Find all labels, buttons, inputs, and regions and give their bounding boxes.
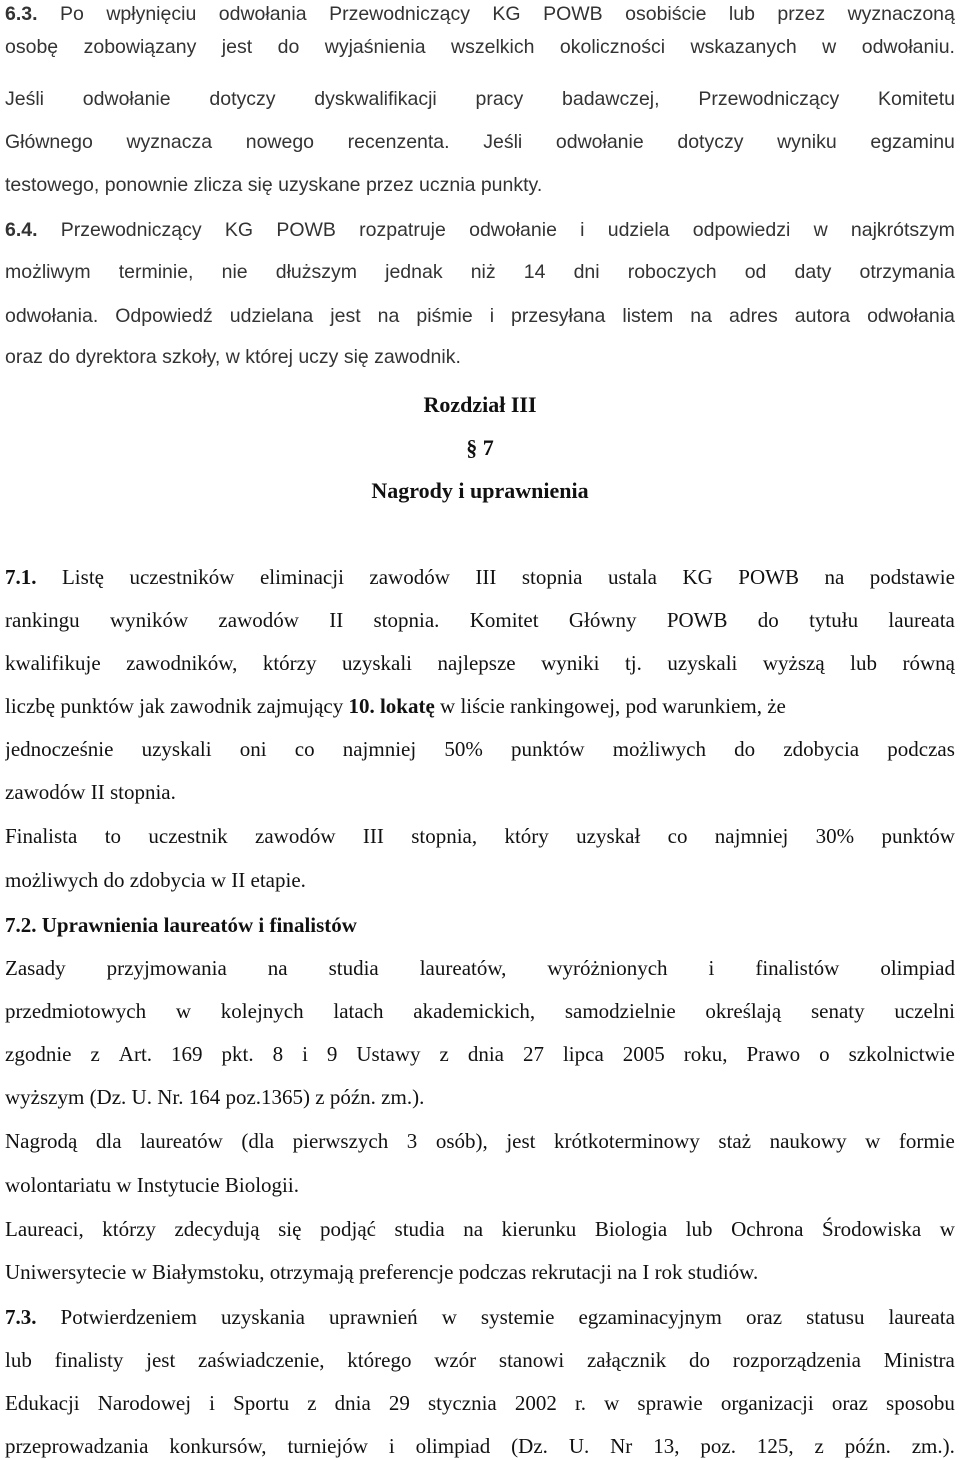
word: wyniki bbox=[541, 651, 600, 675]
word: 50% bbox=[444, 737, 483, 761]
word: KG bbox=[492, 3, 521, 25]
word: zawodów bbox=[255, 824, 336, 848]
word: określają bbox=[705, 999, 782, 1023]
word: Ochrona bbox=[731, 1217, 804, 1241]
word: (dla bbox=[241, 1129, 275, 1153]
word: punktów bbox=[511, 737, 585, 761]
word: sposobu bbox=[886, 1391, 955, 1415]
word: 27 bbox=[522, 1042, 544, 1066]
word: Przewodniczący bbox=[329, 3, 470, 25]
word: lub bbox=[728, 3, 755, 25]
word: jest bbox=[506, 1129, 536, 1153]
word: odwołania bbox=[867, 305, 955, 327]
word: organizacji bbox=[720, 1391, 814, 1415]
word: Narodowej bbox=[97, 1391, 192, 1415]
word: jednak bbox=[385, 261, 443, 283]
word: Ministra bbox=[883, 1348, 955, 1372]
word: POWB bbox=[738, 565, 799, 589]
word: Środowiska bbox=[821, 1217, 922, 1241]
word: piśmie bbox=[416, 305, 473, 327]
word: udziela bbox=[607, 219, 670, 241]
word: stycznia bbox=[427, 1391, 497, 1415]
paragraph-6-3-line-2 bbox=[5, 33, 955, 61]
word: Główny bbox=[568, 608, 637, 632]
word: laureatów bbox=[140, 1129, 223, 1153]
word: na bbox=[690, 305, 712, 327]
section-number-7-1: 7.1. bbox=[5, 565, 37, 589]
word: osób), bbox=[435, 1129, 488, 1153]
word: wszelkich bbox=[451, 36, 535, 58]
word: przedmiotowych bbox=[5, 999, 147, 1023]
word: w bbox=[822, 36, 837, 58]
word: i bbox=[580, 219, 585, 241]
word: tj. bbox=[624, 651, 642, 675]
word: w bbox=[939, 1217, 955, 1241]
word: rozpatruje bbox=[359, 219, 446, 241]
word: 8 bbox=[272, 1042, 284, 1066]
word: najmniej bbox=[714, 824, 789, 848]
word: ustala bbox=[608, 565, 657, 589]
word: przez bbox=[777, 3, 826, 25]
word: jest bbox=[330, 305, 361, 327]
word: recenzenta. bbox=[347, 131, 450, 153]
word: stanowi bbox=[498, 1348, 565, 1372]
paragraph-6-4-line-2 bbox=[5, 258, 955, 286]
word: wzór bbox=[434, 1348, 477, 1372]
word: POWB bbox=[543, 3, 603, 25]
word: olimpiad bbox=[415, 1434, 491, 1458]
word: roboczych bbox=[627, 261, 717, 283]
word: Głównego bbox=[5, 131, 93, 153]
paragraph-7-2-line-1 bbox=[5, 954, 955, 982]
chapter-heading: Rozdział III bbox=[423, 392, 537, 417]
word: tytułu bbox=[809, 608, 859, 632]
paragraph-6-4-line-4: oraz do dyrektora szkoły, w której uczy się zawodnik. bbox=[5, 346, 461, 368]
word: formie bbox=[898, 1129, 955, 1153]
word: zawodów bbox=[369, 565, 450, 589]
word: stopnia, bbox=[411, 824, 478, 848]
section-number-7-2: 7.2. bbox=[5, 913, 37, 937]
word: odwołanie bbox=[469, 219, 557, 241]
word: uzyskał bbox=[576, 824, 641, 848]
word: Komitetu bbox=[878, 88, 955, 110]
section-number-7-3: 7.3. bbox=[5, 1305, 37, 1329]
word: eliminacji bbox=[259, 565, 344, 589]
word: 9 bbox=[326, 1042, 338, 1066]
word: się bbox=[278, 1217, 302, 1241]
word: stopnia bbox=[521, 565, 583, 589]
word: zdobycia bbox=[783, 737, 860, 761]
word: Listę bbox=[61, 565, 104, 589]
word: uzyskali bbox=[342, 651, 412, 675]
word: nie bbox=[221, 261, 248, 283]
word: 3 bbox=[406, 1129, 418, 1153]
word: przesyłana bbox=[511, 305, 606, 327]
paragraph-6-4-line-3 bbox=[5, 302, 955, 330]
word: Biologia bbox=[594, 1217, 668, 1241]
word: olimpiad bbox=[880, 956, 955, 980]
word: Sportu bbox=[233, 1391, 290, 1415]
word: i bbox=[388, 1434, 395, 1458]
word: i bbox=[209, 1391, 215, 1415]
word: poz. bbox=[700, 1434, 736, 1458]
word: wyróżnionych bbox=[547, 956, 668, 980]
word: uzyskania bbox=[221, 1305, 306, 1329]
word: wyjaśnienia bbox=[324, 36, 426, 58]
word: w bbox=[813, 219, 828, 241]
word: Laureaci, bbox=[5, 1217, 84, 1241]
word: 14 bbox=[523, 261, 546, 283]
word: statusu bbox=[806, 1305, 865, 1329]
word: wyników bbox=[109, 608, 189, 632]
word: Przewodniczący bbox=[698, 88, 840, 110]
word: oni bbox=[239, 737, 267, 761]
word: najkrótszym bbox=[850, 219, 955, 241]
section-number-6-4: 6.4. bbox=[5, 219, 38, 241]
paragraph-6-3-line-1 bbox=[5, 0, 955, 28]
paragraph-6-4-line-1 bbox=[5, 216, 955, 244]
word: osobę bbox=[5, 36, 59, 58]
word: w bbox=[604, 1391, 620, 1415]
word: załącznik bbox=[586, 1348, 667, 1372]
paragraph-7-2-line-4: wyższym (Dz. U. Nr. 164 poz.1365) z późn. zm.). bbox=[5, 1085, 425, 1109]
word: oraz bbox=[831, 1391, 868, 1415]
word: Finalista bbox=[5, 824, 78, 848]
paragraph-7-3-line-1 bbox=[5, 1303, 955, 1331]
word: terminie, bbox=[118, 261, 194, 283]
word: do bbox=[277, 36, 300, 58]
word: odwołania bbox=[218, 3, 307, 25]
word: osobiście bbox=[625, 3, 707, 25]
paragraph-7-1-line-7 bbox=[5, 822, 955, 850]
word: w bbox=[441, 1305, 457, 1329]
word: roku, bbox=[683, 1042, 728, 1066]
word: szkolnictwie bbox=[848, 1042, 955, 1066]
paragraph-7-1-line-3 bbox=[5, 649, 955, 677]
paragraph-7-3-line-3 bbox=[5, 1389, 955, 1417]
word: turniejów bbox=[287, 1434, 368, 1458]
word: POWB bbox=[276, 219, 336, 241]
word: zgodnie bbox=[5, 1042, 72, 1066]
word: rozporządzenia bbox=[732, 1348, 861, 1372]
word: dnia bbox=[467, 1042, 504, 1066]
word: Odpowiedź bbox=[115, 305, 213, 327]
word: II bbox=[329, 608, 344, 632]
word: kierunku bbox=[501, 1217, 577, 1241]
word: krótkoterminowy bbox=[554, 1129, 700, 1153]
word: co bbox=[294, 737, 315, 761]
word: dni bbox=[573, 261, 600, 283]
word: późn. bbox=[844, 1434, 891, 1458]
word: senaty bbox=[810, 999, 865, 1023]
word: do bbox=[757, 608, 779, 632]
word: systemie bbox=[480, 1305, 555, 1329]
word: 2002 bbox=[514, 1391, 557, 1415]
word: lub bbox=[850, 651, 878, 675]
word: sprawie bbox=[637, 1391, 703, 1415]
word: zobowiązany bbox=[83, 36, 197, 58]
word: POWB bbox=[666, 608, 728, 632]
word: Prawo bbox=[746, 1042, 801, 1066]
paragraph-7-1-line-8: możliwych do zdobycia w II etapie. bbox=[5, 868, 306, 892]
word: odwołanie bbox=[555, 131, 644, 153]
paragraph-7-2-line-3 bbox=[5, 1040, 955, 1068]
word: stopnia. bbox=[373, 608, 440, 632]
word: na bbox=[463, 1217, 484, 1241]
word: jest bbox=[146, 1348, 176, 1372]
section-heading: § 7 bbox=[466, 435, 494, 460]
word: KG bbox=[224, 219, 254, 241]
word: 2005 bbox=[622, 1042, 665, 1066]
word: zawodów bbox=[218, 608, 299, 632]
paragraph-7-2-line-5 bbox=[5, 1127, 955, 1155]
word: Przewodniczący bbox=[60, 219, 202, 241]
word: r. bbox=[574, 1391, 587, 1415]
word: uprawnień bbox=[329, 1305, 418, 1329]
word: uczelni bbox=[894, 999, 955, 1023]
word: Potwierdzeniem bbox=[60, 1305, 197, 1329]
word: Komitet bbox=[469, 608, 539, 632]
word: odwołaniu. bbox=[861, 36, 955, 58]
word: który bbox=[504, 824, 549, 848]
word: którzy bbox=[102, 1217, 156, 1241]
word: uczestników bbox=[129, 565, 235, 589]
paragraph-7-1-line-4: liczbę punktów jak zawodnik zajmujący 10. lokatę w liście rankingowej, pod warunkiem, że bbox=[5, 694, 786, 718]
word: wyższą bbox=[762, 651, 825, 675]
word: laureata bbox=[888, 1305, 955, 1329]
section-7-2-title: Uprawnienia laureatów i finalistów bbox=[41, 913, 357, 937]
word: autora bbox=[794, 305, 851, 327]
word: dyskwalifikacji bbox=[314, 88, 437, 110]
word: Nagrodą bbox=[5, 1129, 78, 1153]
paragraph-7-1-line-1 bbox=[5, 563, 955, 591]
word: kolejnych bbox=[220, 999, 304, 1023]
word: Nr bbox=[610, 1434, 633, 1458]
word: wyznaczoną bbox=[847, 3, 955, 25]
word: Po bbox=[60, 3, 84, 25]
word: egzaminacyjnym bbox=[578, 1305, 722, 1329]
paragraph-6-3-line-4 bbox=[5, 128, 955, 156]
word: możliwym bbox=[5, 261, 91, 283]
word: jest bbox=[221, 36, 253, 58]
word: dotyczy bbox=[209, 88, 276, 110]
word: o bbox=[819, 1042, 830, 1066]
paragraph-7-3-line-2 bbox=[5, 1346, 955, 1374]
word: od bbox=[744, 261, 767, 283]
paragraph-7-2-line-2 bbox=[5, 997, 955, 1025]
word: w bbox=[865, 1129, 881, 1153]
word: dnia bbox=[334, 1391, 371, 1415]
word: latach bbox=[333, 999, 384, 1023]
word: kwalifikuje bbox=[5, 651, 101, 675]
section-title: Nagrody i uprawnienia bbox=[371, 478, 589, 503]
word: akademickich, bbox=[413, 999, 536, 1023]
word: Jeśli bbox=[483, 131, 523, 153]
word: w bbox=[175, 999, 192, 1023]
word: na bbox=[267, 956, 288, 980]
word: co bbox=[667, 824, 688, 848]
word: uzyskali bbox=[667, 651, 738, 675]
word: daty bbox=[794, 261, 832, 283]
word: Zasady bbox=[5, 956, 66, 980]
word: egzaminu bbox=[870, 131, 955, 153]
word: 169 bbox=[171, 1042, 203, 1066]
word: dla bbox=[95, 1129, 122, 1153]
paragraph-7-2-line-8: Uniwersytecie w Białymstoku, otrzymają preferencje podczas rekrutacji na I rok studiów. bbox=[5, 1260, 759, 1284]
word: możliwych bbox=[612, 737, 706, 761]
word: do bbox=[688, 1348, 710, 1372]
word: dotyczy bbox=[677, 131, 744, 153]
word: 125, bbox=[756, 1434, 794, 1458]
bold-rank-phrase: 10. lokatę bbox=[348, 694, 435, 718]
word: Jeśli bbox=[5, 88, 45, 110]
paragraph-7-1-line-5 bbox=[5, 735, 955, 763]
word: z bbox=[307, 1391, 317, 1415]
word: którego bbox=[347, 1348, 412, 1372]
word: wyniku bbox=[777, 131, 837, 153]
word: rankingu bbox=[5, 608, 80, 632]
word: zdecydują bbox=[174, 1217, 260, 1241]
word: Ustawy bbox=[356, 1042, 421, 1066]
word: z bbox=[90, 1042, 100, 1066]
word: dłuższym bbox=[275, 261, 358, 283]
word: staż bbox=[718, 1129, 752, 1153]
word: udzielana bbox=[229, 305, 314, 327]
word: badawczej, bbox=[562, 88, 660, 110]
word: to bbox=[104, 824, 122, 848]
word: III bbox=[362, 824, 384, 848]
word: lipca bbox=[562, 1042, 604, 1066]
word: uzyskali bbox=[141, 737, 212, 761]
word: uczestnik bbox=[148, 824, 228, 848]
word: listem bbox=[622, 305, 674, 327]
word: pierwszych bbox=[292, 1129, 389, 1153]
word: do bbox=[734, 737, 756, 761]
word: niż bbox=[470, 261, 496, 283]
word: wyznacza bbox=[126, 131, 213, 153]
word: okoliczności bbox=[559, 36, 666, 58]
word: zawodników, bbox=[126, 651, 238, 675]
word: laureatów, bbox=[419, 956, 507, 980]
word: jednocześnie bbox=[5, 737, 114, 761]
word: Edukacji bbox=[5, 1391, 80, 1415]
word: finalistów bbox=[755, 956, 840, 980]
word: najlepsze bbox=[437, 651, 516, 675]
section-7-2-heading bbox=[5, 911, 955, 939]
word: pkt. bbox=[221, 1042, 254, 1066]
word: na bbox=[377, 305, 400, 327]
word: przyjmowania bbox=[106, 956, 227, 980]
paragraph-6-3-line-5: testowego, ponownie zlicza się uzyskane przez ucznia punkty. bbox=[5, 174, 543, 196]
word: przeprowadzania bbox=[5, 1434, 149, 1458]
word: 29 bbox=[388, 1391, 410, 1415]
word: równą bbox=[902, 651, 955, 675]
word: podczas bbox=[887, 737, 955, 761]
word: adres bbox=[728, 305, 778, 327]
paragraph-7-1-line-6: zawodów II stopnia. bbox=[5, 780, 176, 804]
word: lub bbox=[685, 1217, 713, 1241]
word: Art. bbox=[118, 1042, 153, 1066]
section-number-6-3: 6.3. bbox=[5, 3, 38, 25]
paragraph-7-3-line-4 bbox=[5, 1432, 955, 1460]
word: KG bbox=[682, 565, 713, 589]
word: samodzielnie bbox=[564, 999, 676, 1023]
word: punktów bbox=[881, 824, 955, 848]
paragraph-7-2-line-6: wolontariatu w Instytucie Biologii. bbox=[5, 1173, 299, 1197]
word: i bbox=[708, 956, 715, 980]
word: U. bbox=[568, 1434, 590, 1458]
word: III bbox=[475, 565, 497, 589]
word: pracy bbox=[475, 88, 524, 110]
word: podjąć bbox=[320, 1217, 376, 1241]
word: którzy bbox=[262, 651, 317, 675]
word: studia bbox=[328, 956, 379, 980]
word: lub bbox=[5, 1348, 32, 1372]
word: i bbox=[302, 1042, 308, 1066]
paragraph-7-2-line-7 bbox=[5, 1215, 955, 1243]
word: najmniej bbox=[342, 737, 417, 761]
word: i bbox=[489, 305, 495, 327]
word: podstawie bbox=[869, 565, 955, 589]
word: laureata bbox=[888, 608, 955, 632]
word: otrzymania bbox=[859, 261, 955, 283]
word: na bbox=[824, 565, 845, 589]
word: odwołanie bbox=[82, 88, 171, 110]
word-odwolania: odwołania. bbox=[5, 305, 99, 327]
paragraph-7-1-line-2 bbox=[5, 606, 955, 634]
word: oraz bbox=[745, 1305, 783, 1329]
word: (Dz. bbox=[511, 1434, 548, 1458]
word: wpłynięciu bbox=[106, 3, 197, 25]
word: studia bbox=[394, 1217, 445, 1241]
word: konkursów, bbox=[169, 1434, 267, 1458]
word: naukowy bbox=[769, 1129, 847, 1153]
word: zm.). bbox=[911, 1434, 955, 1458]
word: z bbox=[814, 1434, 824, 1458]
word: finalisty bbox=[54, 1348, 124, 1372]
paragraph-6-3-line-3 bbox=[5, 85, 955, 113]
word: z bbox=[439, 1042, 449, 1066]
word: odpowiedzi bbox=[692, 219, 791, 241]
word: 13, bbox=[653, 1434, 680, 1458]
word: nowego bbox=[245, 131, 315, 153]
word: zaświadczenie, bbox=[198, 1348, 325, 1372]
word: 30% bbox=[815, 824, 855, 848]
word: wskazanych bbox=[690, 36, 797, 58]
